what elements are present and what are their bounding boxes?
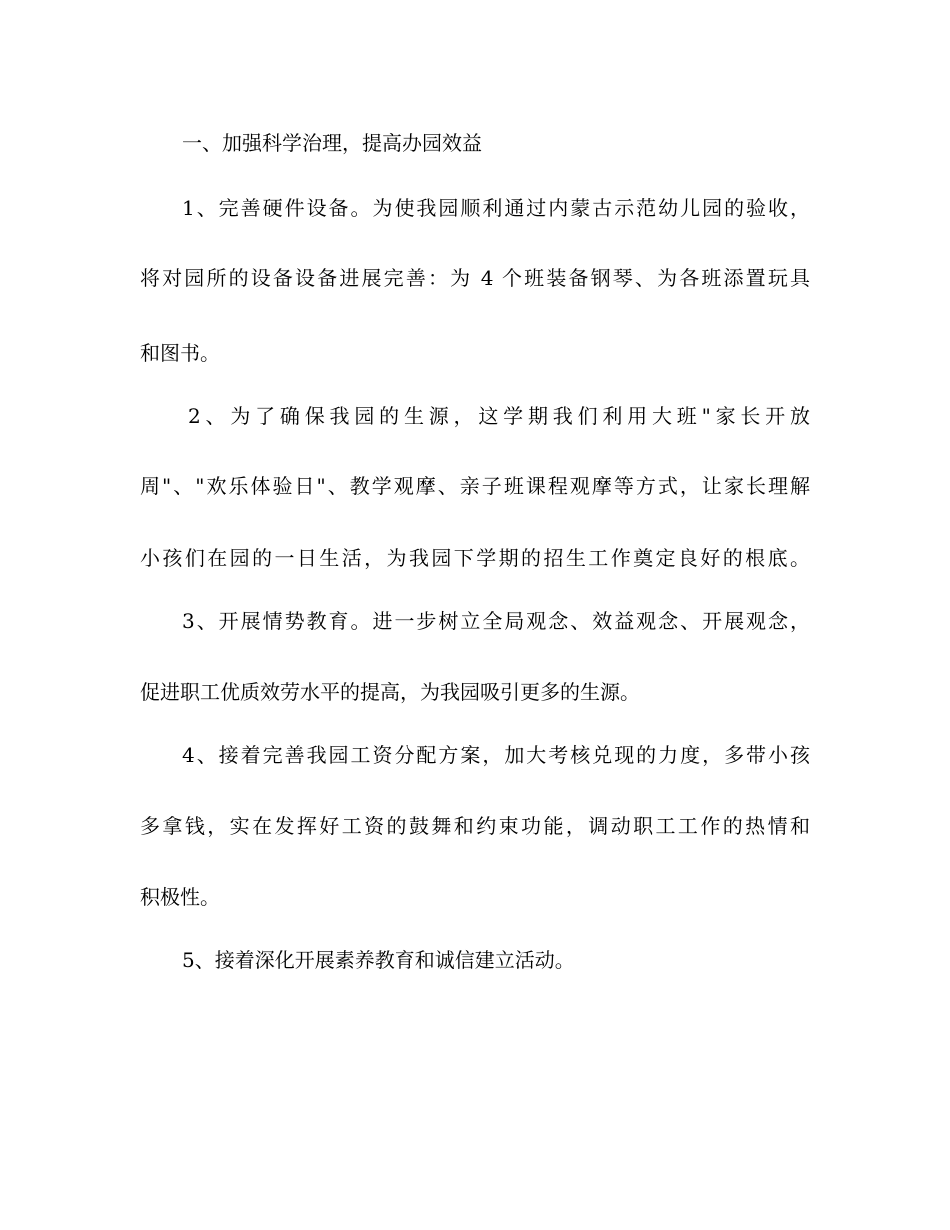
paragraph-1-line-2: 将对园所的设备设备进展完善：为 4 个班装备钢琴、为各班添置玩具 xyxy=(140,266,810,290)
paragraph-2-line-1: 2、为了确保我园的生源，这学期我们利用大班"家长开放 xyxy=(188,404,810,428)
paragraph-1-line-3: 和图书。 xyxy=(140,341,220,365)
paragraph-3-line-2: 促进职工优质效劳水平的提高，为我园吸引更多的生源。 xyxy=(140,680,640,704)
section-heading: 一、加强科学治理，提高办园效益 xyxy=(182,131,482,155)
paragraph-3-line-1: 3、开展情势教育。进一步树立全局观念、效益观念、开展观念， xyxy=(182,609,810,633)
paragraph-2-line-3: 小孩们在园的一日生活，为我园下学期的招生工作奠定良好的根底。 xyxy=(140,546,810,570)
paragraph-4-line-1: 4、接着完善我园工资分配方案，加大考核兑现的力度，多带小孩 xyxy=(182,743,810,767)
paragraph-4-line-3: 积极性。 xyxy=(140,885,220,909)
paragraph-5-line-1: 5、接着深化开展素养教育和诚信建立活动。 xyxy=(182,948,575,972)
paragraph-2-line-2: 周"、"欢乐体验日"、教学观摩、亲子班课程观摩等方式，让家长理解 xyxy=(140,474,810,498)
paragraph-4-line-2: 多拿钱，实在发挥好工资的鼓舞和约束功能，调动职工工作的热情和 xyxy=(140,814,810,838)
paragraph-1-line-1: 1、完善硬件设备。为使我园顺利通过内蒙古示范幼儿园的验收， xyxy=(182,196,810,220)
